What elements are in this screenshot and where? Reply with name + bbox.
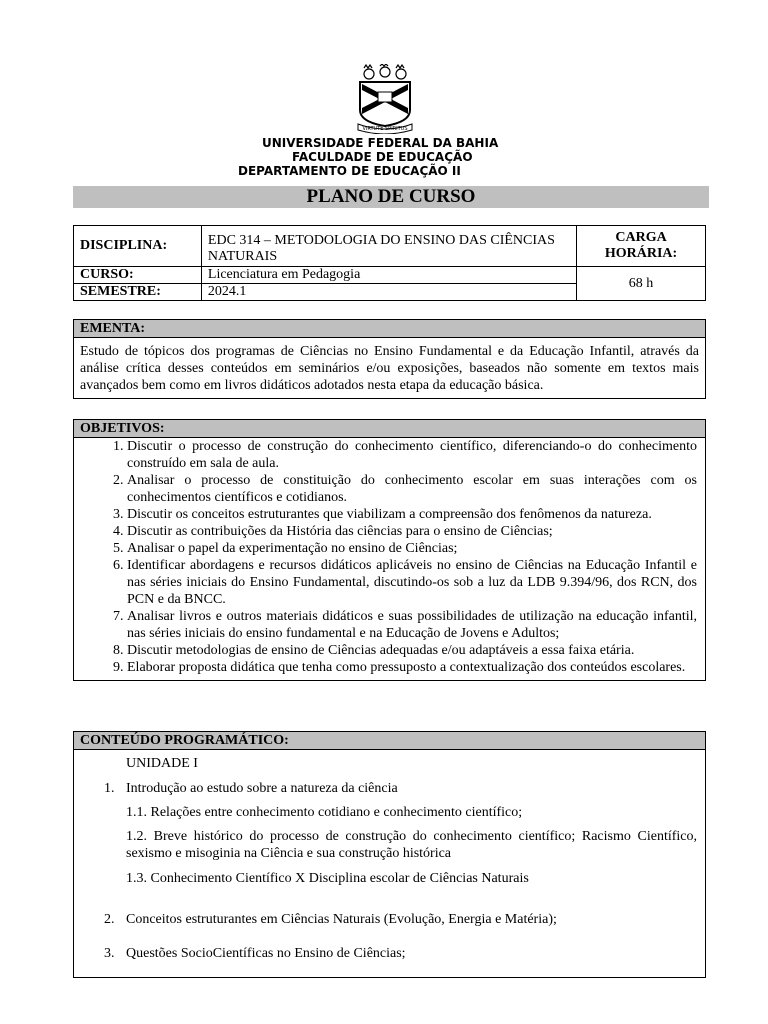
list-item: 1. Discutir o processo de construção do conhecimento científico, diferenciando-o do conhecimento construído em sala de aula.: [127, 438, 697, 472]
ementa-section: [73, 319, 706, 399]
objetivos-list: [74, 438, 705, 680]
list-item: 9. Elaborar proposta didática que tenha como pressuposto a contextualização dos conteúdos escolares.: [127, 659, 697, 676]
list-item: 2. Analisar o processo de constituição do conhecimento escolar em suas interações com os conhecimentos científicos e cotidianos.: [127, 472, 697, 506]
department-name: DEPARTAMENTO DE EDUCAÇÃO II: [238, 164, 461, 178]
page-title: PLANO DE CURSO: [73, 186, 709, 208]
unit-title: UNIDADE I: [126, 756, 198, 771]
item-number: 3.: [104, 946, 115, 961]
curso-value: Licenciatura em Pedagogia: [201, 267, 576, 284]
list-item: 8. Discutir metodologias de ensino de Ciências adequadas e/ou adaptáveis a essa faixa etária.: [127, 642, 697, 659]
list-item: 4. Discutir as contribuições da História das ciências para o ensino de Ciências;: [127, 523, 697, 540]
ementa-heading: EMENTA:: [74, 320, 705, 338]
semestre-label: SEMESTRE:: [74, 284, 202, 301]
carga-horaria-value: 68 h: [577, 267, 706, 301]
conteudo-item-2: Conceitos estruturantes em Ciências Naturais (Evolução, Energia e Matéria);: [126, 912, 557, 927]
carga-horaria-label: CARGA HORÁRIA:: [577, 226, 706, 267]
objetivos-section: [73, 419, 706, 681]
list-item: 7. Analisar livros e outros materiais didáticos e suas possibilidades de utilização na educação infantil, nas séries iniciais do ensino fundamental e na Educação de Jovens e Adultos;: [127, 608, 697, 642]
ementa-text: Estudo de tópicos dos programas de Ciências no Ensino Fundamental e da Educação Infantil, através da análise crítica desses conteúdos em seminários e/ou exposições, baseados não somente em textos mais avançados bem como em livros didáticos adotados nesta etapa da educação básica.: [80, 344, 699, 393]
conteudo-sub-1-3: 1.3. Conhecimento Científico X Disciplina escolar de Ciências Naturais: [126, 871, 529, 886]
list-item: 6. Identificar abordagens e recursos didáticos aplicáveis no ensino de Ciências na Educação Infantil e nas séries iniciais do Ensino Fundamental, discutindo-os sob a luz da LDB 9.394/96, dos RCN, dos PCN e da BNCC.: [127, 557, 697, 608]
disciplina-value: EDC 314 – METODOLOGIA DO ENSINO DAS CIÊNCIAS NATURAIS: [201, 226, 576, 267]
conteudo-heading: CONTEÚDO PROGRAMÁTICO:: [74, 732, 705, 750]
course-info-table: [73, 225, 706, 301]
list-item: 5. Analisar o papel da experimentação no ensino de Ciências;: [127, 540, 697, 557]
disciplina-label: DISCIPLINA:: [74, 226, 202, 267]
faculty-name: FACULDADE DE EDUCAÇÃO: [292, 150, 473, 164]
conteudo-section: [73, 731, 706, 978]
list-item: 3. Discutir os conceitos estruturantes que viabilizam a compreensão dos fenômenos da natureza.: [127, 506, 697, 523]
university-crest-logo: [352, 64, 418, 134]
objetivos-heading: OBJETIVOS:: [74, 420, 705, 438]
item-number: 1.: [104, 781, 115, 796]
curso-label: CURSO:: [74, 267, 202, 284]
university-name: UNIVERSIDADE FEDERAL DA BAHIA: [262, 136, 499, 150]
conteudo-item-1: Introdução ao estudo sobre a natureza da ciência: [126, 781, 398, 796]
conteudo-sub-1-1: 1.1. Relações entre conhecimento cotidiano e conhecimento científico;: [126, 805, 523, 820]
crest-motto: VIRTUTE SPIRITUS: [362, 126, 408, 132]
item-number: 2.: [104, 912, 115, 927]
conteudo-item-3: Questões SocioCientíficas no Ensino de Ciências;: [126, 946, 406, 961]
conteudo-sub-1-2: 1.2. Breve histórico do processo de construção do conhecimento científico; Racismo Científico, sexismo e misoginia na Ciência e sua construção histórica: [126, 829, 697, 861]
semestre-value: 2024.1: [201, 284, 576, 301]
